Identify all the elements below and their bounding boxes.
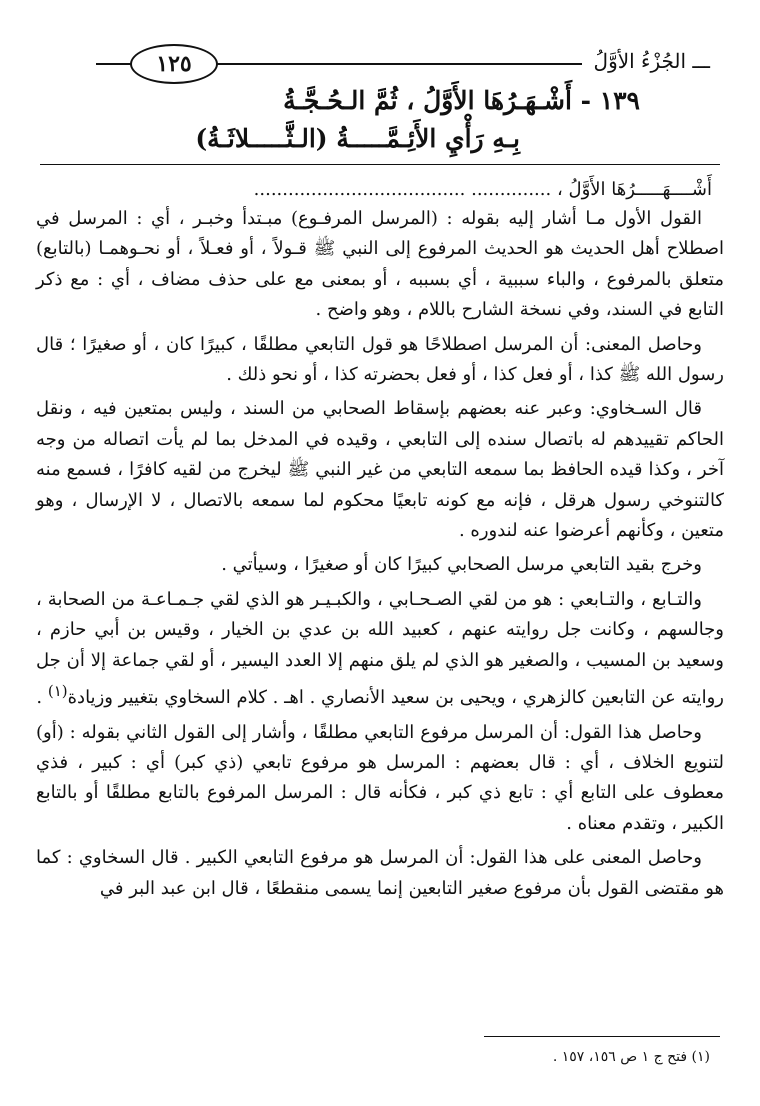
paragraph: وخرج بقيد التابعي مرسل الصحابي كبيرًا كان أو صغيرًا ، وسيأتي . — [221, 554, 702, 576]
verse-line-2: بِـهِ رَأْيِ الأَئِـمَّـــــةُ (الـثَّـــــلاثَـةُ) — [195, 124, 520, 153]
paragraph: وحاصل هذا القول: أن المرسل مرفوع التابعي مطلقًا ، وأشار إلى القول الثاني بقوله : (أو) لتنويع الخلاف ، أي : قال بعضهم : المرسل هو مرفوع تابعي (ذي كبر) أي : كبير ، فذي معطوف على التابع أي : تابع ذي كبر ، فكأنه قال : المرسل المرفوع بالتابع مطلقًا أو بالتابع الكبير ، وتقدم معناه . — [36, 721, 724, 834]
paragraph: القول الأول مـا أشار إليه بقوله : (المرسل المرفـوع) مبـتدأ وخبـر ، أي : المرسل في اصطلاح أهل الحديث هو الحديث المرفوع إلى النبي ﷺ قـولاً ، أو فعـلاً ، أو نحـوهمـا (بالتابع) متعلق بالمرفوع ، والباء سببية ، أي بسببه ، أو بمعنى مع على حذف مضاف ، أي : مع ذكر التابع في السند، وفي نسخة الشارح باللام ، وهو واضح . — [36, 208, 724, 321]
footnote-rule — [484, 1036, 720, 1037]
section-divider — [40, 164, 720, 165]
running-title: ـــ الجُزْءُ الأوَّلُ — [582, 46, 710, 76]
paragraph: وحاصل المعنى على هذا القول: أن المرسل هو مرفوع التابعي الكبير . قال السخاوي : كما هو مقتضى القول بأن مرفوع صغير التابعين إنما يسمى منقطعًا ، قال ابن عبد البر في — [36, 847, 724, 899]
page-number: ١٢٥ — [130, 44, 218, 84]
paragraph: قال السـخاوي: وعبر عنه بعضهم بإسقاط الصحابي من السند ، وليس بمتعين فيه ، ونقل الحاكم تقييدهم له باتصال سنده إلى التابعي ، وقيده في المدخل بما لم يأت اتصاله من وجه آخر ، وكذا قيده الحافظ بما سمعه التابعي من غير النبي ﷺ ليخرج من لقيه كافرًا ، فسمع منه كالتنوخي رسول هرقل ، فإنه مع كونه تابعيًا محكوم لما سمعه بالاتصال ، لا الإرسال ، وهو متعين ، وكأنهم أعرضوا عنه لندوره . — [36, 398, 724, 542]
paragraph-text: والتـابع ، والتـابعي : هو من لقي الصـحـابي ، والكبـيـر هو الذي لقي جـمـاعـة من الصحابة ، وجالسهم ، وكانت جل روايته عنهم ، كعبيد الله بن عدي بن الخيار ، وقيس بن أبي حازم ، وسعيد بن المسيب ، والصغير هو الذي لم يلق منهم إلا العدد اليسير ، أو لقي جماعة إلا أن جل روايته عن التابعين كالزهري ، ويحيى بن سعيد الأنصاري . اهـ . كلام السخاوي بتغيير وزيادة — [36, 588, 724, 709]
verse-line-1: ١٣٩ - أَشْـهَـرُهَا الأَوَّلُ ، ثُمَّ الـحُـجَّـةُ — [283, 86, 640, 115]
lemma-text: أَشْــــهَـــــرُهَا الأَوَّلُ ، — [556, 179, 712, 200]
page-header — [96, 44, 710, 84]
footnote: (١) فتح ج ١ ص ١٥٦، ١٥٧ . — [552, 1049, 710, 1065]
lemma-dots-2: ..................................... — [253, 179, 466, 200]
footnote-marker: (١) — [47, 682, 68, 701]
commentary-body — [36, 204, 724, 908]
lemma-heading — [254, 176, 712, 204]
lemma-dots-1: .............. — [471, 179, 552, 200]
paragraph: وحاصل المعنى: أن المرسل اصطلاحًا هو قول التابعي مطلقًا ، كبيرًا كان ، أو صغيرًا ؛ قال رسول الله ﷺ كذا ، أو فعل كذا ، أو فعل بحضرته كذا ، أو نحو ذلك . — [36, 333, 724, 386]
paragraph: والتـابع ، والتـابعي : هو من لقي الصـحـابي ، والكبـيـر هو الذي لقي جـمـاعـة من الصحابة ، وجالسهم ، وكانت جل روايته عنهم ، كعبيد الله بن عدي بن الخيار ، وقيس بن أبي حازم ، وسعيد بن المسيب ، والصغير هو الذي لم يلق منهم إلا العدد اليسير ، أو لقي جماعة إلا أن جل روايته عن التابعين كالزهري ، ويحيى بن سعيد الأنصاري . اهـ . كلام السخاوي بتغيير وزيادة$^{(١)}$ . — [36, 588, 724, 709]
